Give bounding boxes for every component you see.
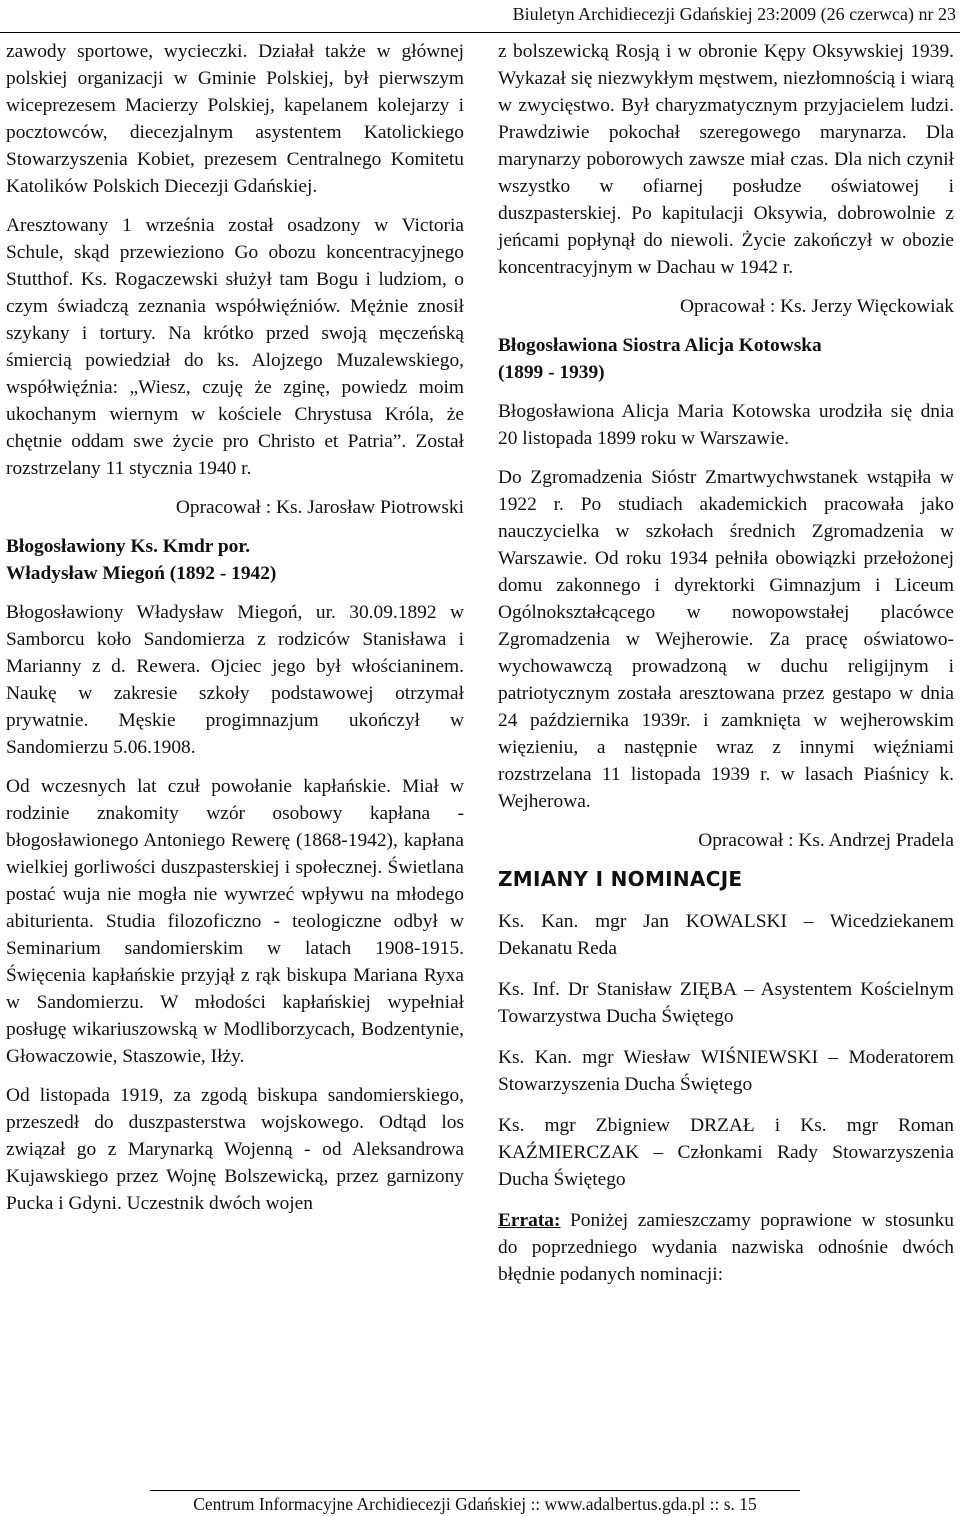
paragraph: Aresztowany 1 września został osadzony w Victoria Schule, skąd przewieziono Go obozu koncentracyjnego Stutthof. Ks. Rogaczewski służył tam Bogu i ludziom, o czym świadczą zeznania współwięźniów. Mężnie znosił szykany i tortury. Na krótko przed swoją męczeńską śmiercią powiedział do ks. Alojzego Muzalewskiego, współwięźnia: „Wiesz, czuję że zginę, powiedz moim ukochanym wiernym w kościele Chrystusa Króla, że chętnie oddam swe życie pro Christo et Patria”. Został rozstrzelany 11 stycznia 1940 r. — [6, 215, 464, 479]
paragraph: Do Zgromadzenia Sióstr Zmartwychwstanek wstąpiła w 1922 r. Po studiach akademickich pracowała jako nauczycielka w szkołach średnich Zgromadzenia w Warszawie. Od roku 1934 pełniła obowiązki przełożonej domu zakonnego i dyrektorki Gimnazjum i Liceum Ogólnokształcącego w nowopowstałej placówce Zgromadzenia w Wejherowie. Za pracę oświatowo-wychowawczą prowadzoną w duchu religijnym i patriotycznym została aresztowana przez gestapo w dnia 24 października 1939r. i zamknięta w wejherowskim więzieniu, a następnie wraz z innymi więźniami rozstrzelana 11 listopada 1939 r. w lasach Piaśnicy k. Wejherowa. — [498, 467, 954, 812]
author-signature: Opracował : Ks. Andrzej Pradela — [698, 830, 954, 851]
nomination-item: Ks. mgr Zbigniew DRZAŁ i Ks. mgr Roman KAŹMIERCZAK – Członkami Rady Stowarzyszenia Ducha Świętego — [498, 1115, 954, 1190]
page-header: Biuletyn Archidiecezji Gdańskiej 23:2009 (26 czerwca) nr 23 — [0, 2, 960, 33]
errata-label: Errata: — [498, 1210, 561, 1231]
article-heading — [6, 533, 464, 587]
article-heading — [498, 332, 954, 386]
nomination-item: Ks. Kan. mgr Wiesław WIŚNIEWSKI – Moderatorem Stowarzyszenia Ducha Świętego — [498, 1047, 954, 1095]
nomination-item: Ks. Kan. mgr Jan KOWALSKI – Wicedziekanem Dekanatu Reda — [498, 911, 954, 959]
paragraph: Od wczesnych lat czuł powołanie kapłańskie. Miał w rodzinie znakomity wzór osobowy kapłana - błogosławionego Antoniego Rewerę (1868-1942), kapłana wielkiej gorliwości duszpasterskiej i społecznej. Świetlana postać wuja nie mogła nie wywrzeć wpływu na młodego abiturienta. Studia filozoficzno - teologiczne odbył w Seminarium sandomierskim w latach 1908-1915. Święcenia kapłańskie przyjął z rąk biskupa Mariana Ryxa w Sandomierzu. W młodości kapłańskiej wypełniał posługę wikariuszowską w Modliborzycach, Bodzentynie, Głowaczowie, Staszowie, Iłży. — [6, 776, 464, 1067]
heading-line: Władysław Miegoń (1892 - 1942) — [6, 563, 277, 584]
paragraph: Błogosławiona Alicja Maria Kotowska urodziła się dnia 20 listopada 1899 roku w Warszawie. — [498, 401, 954, 449]
page-footer: Centrum Informacyjne Archidiecezji Gdańskiej :: www.adalbertus.gda.pl :: s. 15 — [150, 1490, 800, 1515]
heading-line: (1899 - 1939) — [498, 362, 605, 383]
section-title: ZMIANY I NOMINACJE — [498, 867, 743, 891]
errata-paragraph — [498, 1207, 954, 1288]
left-column — [6, 38, 464, 1229]
author-signature: Opracował : Ks. Jarosław Piotrowski — [175, 497, 464, 518]
heading-line: Błogosławiona Siostra Alicja Kotowska — [498, 335, 822, 356]
paragraph: Błogosławiony Władysław Miegoń, ur. 30.09.1892 w Samborcu koło Sandomierza z rodziców Stanisława i Marianny z d. Rewera. Ojciec jego był włościaninem. Naukę w zakresie szkoły podstawowej otrzymał prywatnie. Męskie progimnazjum ukończył w Sandomierzu 5.06.1908. — [6, 602, 464, 758]
paragraph: zawody sportowe, wycieczki. Działał także w głównej polskiej organizacji w Gminie Polskiej, był pierwszym wiceprezesem Macierzy Polskiej, kapelanem kolejarzy i pocztowców, diecezjalnym asystentem Katolickiego Stowarzyszenia Kobiet, prezesem Centralnego Komitetu Katolików Polskich Diecezji Gdańskiej. — [6, 41, 464, 197]
paragraph: z bolszewicką Rosją i w obronie Kępy Oksywskiej 1939. Wykazał się niezwykłym męstwem, niezłomnością i wiarą w zwycięstwo. Był charyzmatycznym przyjacielem ludzi. Prawdziwie pokochał szeregowego marynarza. Dla marynarzy poborowych zawsze miał czas. Dla nich czynił wszystko w ofiarnej posłudze oświatowej i duszpasterskiej. Po kapitulacji Oksywia, dobrowolnie z jeńcami popłynął do niewoli. Życie zakończył w obozie koncentracyjnym w Dachau w 1942 r. — [498, 41, 954, 278]
heading-line: Błogosławiony Ks. Kmdr por. — [6, 536, 251, 557]
author-signature: Opracował : Ks. Jerzy Więckowiak — [679, 296, 954, 317]
paragraph: Od listopada 1919, za zgodą biskupa sandomierskiego, przeszedł do duszpasterstwa wojskowego. Odtąd los związał go z Marynarką Wojenną - od Aleksandrowa Kujawskiego przez Wojnę Bolszewicką, przez garnizony Pucka i Gdyni. Uczestnik dwóch wojen — [6, 1085, 464, 1214]
right-column — [498, 38, 954, 1300]
nomination-item: Ks. Inf. Dr Stanisław ZIĘBA – Asystentem Kościelnym Towarzystwa Ducha Świętego — [498, 979, 954, 1027]
errata-text: Poniżej zamieszczamy poprawione w stosunku do poprzedniego wydania nazwiska odnośnie dwóch błędnie podanych nominacji: — [498, 1210, 954, 1285]
